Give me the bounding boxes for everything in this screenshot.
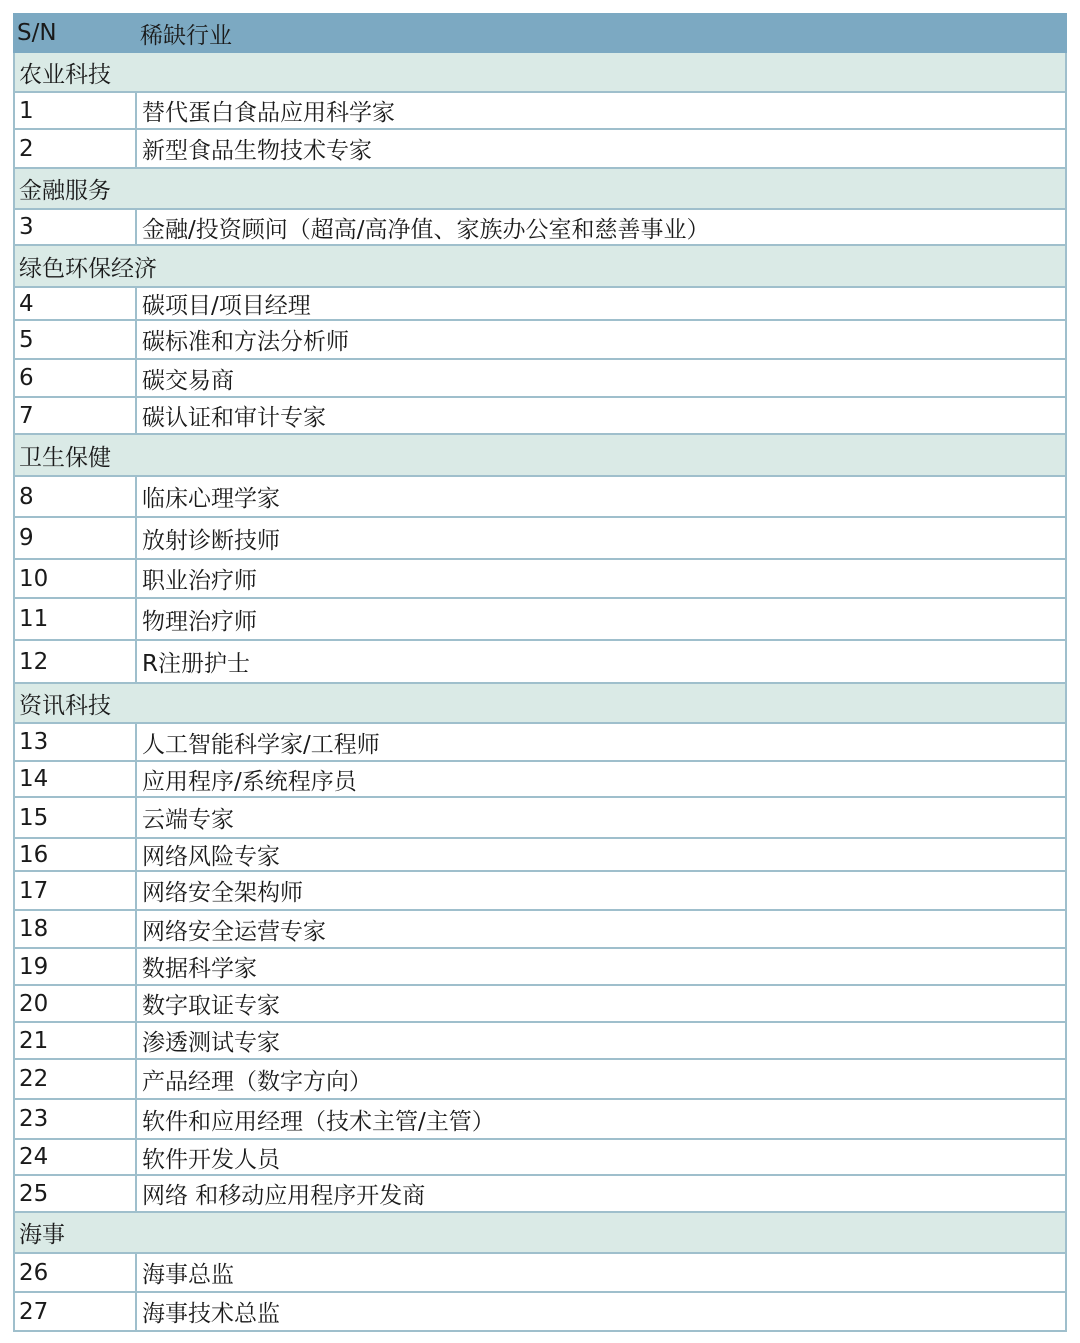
- row-industry: 碳项目/项目经理: [135, 288, 1067, 319]
- row-industry: 临床心理学家: [135, 477, 1067, 516]
- row-industry: 网络安全架构师: [135, 872, 1067, 909]
- row-sn: 12: [13, 641, 135, 682]
- row-sn: 26: [13, 1254, 135, 1291]
- table-row: [13, 872, 1067, 911]
- table-row: [13, 798, 1067, 839]
- table-row: [13, 1140, 1067, 1176]
- row-sn: 15: [13, 798, 135, 837]
- table-row: [13, 288, 1067, 321]
- category-label: 绿色环保经济: [13, 246, 1067, 286]
- row-industry: 金融/投资顾问（超高/高净值、家族办公室和慈善事业）: [135, 210, 1067, 244]
- table-row: [13, 839, 1067, 872]
- row-sn: 16: [13, 839, 135, 870]
- row-industry: 海事总监: [135, 1254, 1067, 1291]
- row-sn: 5: [13, 321, 135, 358]
- row-industry: 软件开发人员: [135, 1140, 1067, 1174]
- header-sn: S/N: [17, 20, 57, 46]
- row-industry: 碳认证和审计专家: [135, 398, 1067, 433]
- row-industry: 软件和应用经理（技术主管/主管）: [135, 1100, 1067, 1138]
- row-industry: 碳标准和方法分析师: [135, 321, 1067, 358]
- category-row: [13, 435, 1067, 477]
- row-sn: 3: [13, 210, 135, 244]
- row-sn: 19: [13, 949, 135, 984]
- row-sn: 11: [13, 599, 135, 639]
- table-header-row: [13, 13, 1067, 53]
- row-industry: 数据科学家: [135, 949, 1067, 984]
- row-industry: 渗透测试专家: [135, 1023, 1067, 1058]
- row-sn: 18: [13, 911, 135, 947]
- table-row: [13, 210, 1067, 246]
- row-industry: 放射诊断技师: [135, 518, 1067, 558]
- category-row: [13, 1213, 1067, 1254]
- row-industry: 新型食品生物技术专家: [135, 130, 1067, 167]
- row-sn: 23: [13, 1100, 135, 1138]
- table-row: [13, 1254, 1067, 1293]
- row-industry: R注册护士: [135, 641, 1067, 682]
- table-row: [13, 360, 1067, 398]
- row-sn: 7: [13, 398, 135, 433]
- row-industry: 产品经理（数字方向）: [135, 1060, 1067, 1098]
- table-row: [13, 398, 1067, 435]
- category-row: [13, 169, 1067, 210]
- row-industry: 物理治疗师: [135, 599, 1067, 639]
- table-row: [13, 986, 1067, 1023]
- row-industry: 碳交易商: [135, 360, 1067, 396]
- table-row: [13, 518, 1067, 560]
- row-industry: 网络风险专家: [135, 839, 1067, 870]
- row-industry: 职业治疗师: [135, 560, 1067, 597]
- row-industry: 数字取证专家: [135, 986, 1067, 1021]
- table-row: [13, 1293, 1067, 1332]
- table-row: [13, 321, 1067, 360]
- row-industry: 人工智能科学家/工程师: [135, 724, 1067, 760]
- row-sn: 20: [13, 986, 135, 1021]
- row-industry: 应用程序/系统程序员: [135, 762, 1067, 796]
- table-row: [13, 641, 1067, 684]
- table-row: [13, 599, 1067, 641]
- row-sn: 2: [13, 130, 135, 167]
- row-sn: 21: [13, 1023, 135, 1058]
- table-row: [13, 911, 1067, 949]
- table-row: [13, 1100, 1067, 1140]
- row-industry: 网络安全运营专家: [135, 911, 1067, 947]
- row-sn: 9: [13, 518, 135, 558]
- row-sn: 13: [13, 724, 135, 760]
- row-sn: 22: [13, 1060, 135, 1098]
- row-sn: 25: [13, 1176, 135, 1211]
- category-row: [13, 684, 1067, 724]
- table-row: [13, 724, 1067, 762]
- table-row: [13, 1060, 1067, 1100]
- row-sn: 1: [13, 93, 135, 128]
- table-row: [13, 560, 1067, 599]
- row-sn: 8: [13, 477, 135, 516]
- row-sn: 17: [13, 872, 135, 909]
- table-row: [13, 762, 1067, 798]
- row-industry: 替代蛋白食品应用科学家: [135, 93, 1067, 128]
- header-industry: 稀缺行业: [140, 22, 232, 49]
- row-sn: 27: [13, 1293, 135, 1330]
- category-label: 金融服务: [13, 169, 1067, 208]
- category-row: [13, 246, 1067, 288]
- row-industry: 云端专家: [135, 798, 1067, 837]
- category-label: 农业科技: [13, 53, 1067, 91]
- table-row: [13, 1023, 1067, 1060]
- row-sn: 24: [13, 1140, 135, 1174]
- row-industry: 海事技术总监: [135, 1293, 1067, 1330]
- row-sn: 10: [13, 560, 135, 597]
- table-row: [13, 130, 1067, 169]
- row-sn: 4: [13, 288, 135, 319]
- category-label: 卫生保健: [13, 435, 1067, 475]
- table-row: [13, 949, 1067, 986]
- row-sn: 14: [13, 762, 135, 796]
- table-row: [13, 93, 1067, 130]
- category-row: [13, 53, 1067, 93]
- category-label: 海事: [13, 1213, 1067, 1252]
- category-label: 资讯科技: [13, 684, 1067, 722]
- table-row: [13, 477, 1067, 518]
- table-row: [13, 1176, 1067, 1213]
- row-sn: 6: [13, 360, 135, 396]
- row-industry: 网络 和移动应用程序开发商: [135, 1176, 1067, 1211]
